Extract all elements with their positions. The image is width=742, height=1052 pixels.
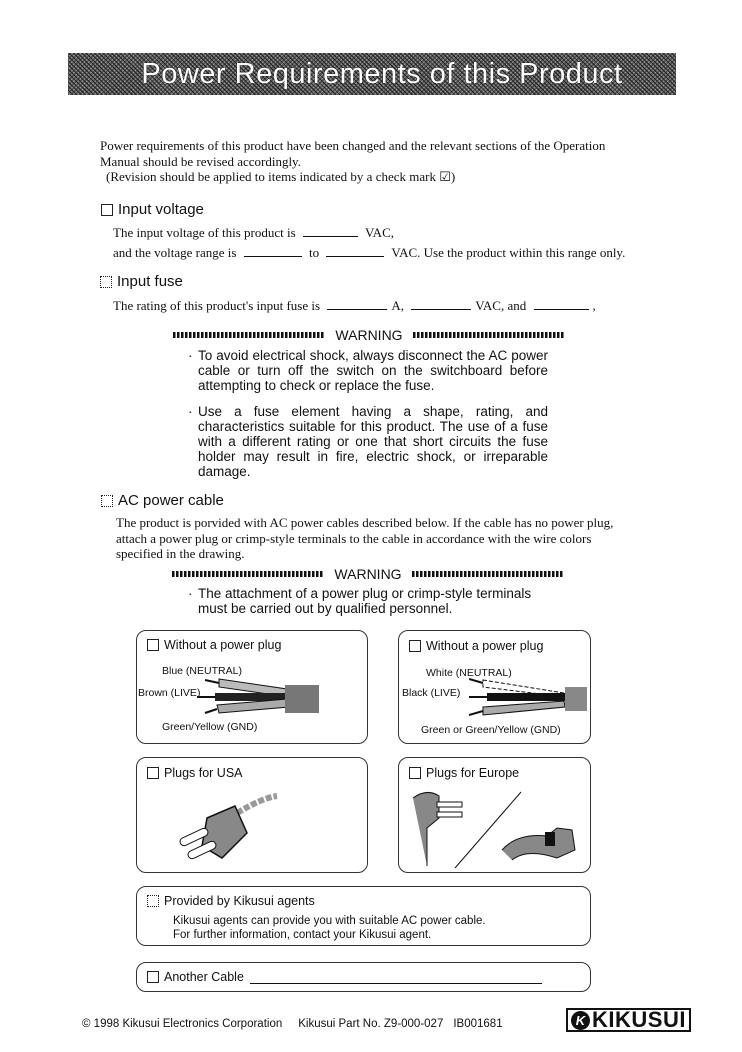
page-title: Power Requirements of this Product (141, 57, 623, 90)
input-fuse-heading: Input fuse (100, 273, 183, 290)
cable-wires-icon (197, 675, 322, 725)
without-plug-checkbox-1[interactable] (147, 639, 159, 651)
input-voltage-checkbox[interactable] (101, 204, 113, 216)
warning-label: WARNING (335, 327, 403, 343)
kikusui-logo: K KIKUSUI (566, 1008, 691, 1032)
wire-label-live: Brown (LIVE) (138, 687, 201, 699)
voltage-range-max-field[interactable] (326, 245, 384, 257)
hatch-divider (173, 332, 325, 338)
agents-checkbox[interactable] (147, 895, 159, 907)
without-plug-checkbox-2[interactable] (409, 640, 421, 652)
input-fuse-checkbox[interactable] (100, 276, 112, 288)
hatch-divider (412, 571, 564, 577)
option-provided-by-agents: Provided by Kikusui agents Kikusui agents can provide you with suitable AC power cable. For further information, contact your Kikusui agent. (136, 886, 591, 946)
hatch-divider (413, 332, 565, 338)
fuse-voltage-field[interactable] (411, 298, 471, 310)
intro-line-3: (Revision should be applied to items indicated by a check mark ☑) (106, 169, 456, 184)
check-mark-icon: ☑ (439, 169, 451, 184)
kikusui-logo-mark-icon: K (571, 1011, 590, 1030)
ac-power-cable-heading: AC power cable (101, 492, 224, 509)
usa-plug-icon (177, 788, 297, 868)
intro-line-1: Power requirements of this product have been changed and the relevant sections of the Operation (100, 138, 606, 153)
warning-label: WARNING (334, 566, 402, 582)
wire-label-neutral: White (NEUTRAL) (426, 667, 512, 679)
cable-wires-icon (469, 675, 589, 725)
wire-label-gnd: Green/Yellow (GND) (162, 721, 258, 733)
warning-bullet: · The attachment of a power plug or crimp-style terminals must be carried out by qualified personnel. (188, 586, 532, 616)
wire-label-gnd: Green or Green/Yellow (GND) (421, 724, 561, 736)
option-plugs-europe: Plugs for Europe (398, 757, 591, 873)
intro-text (100, 138, 660, 185)
agents-line-2: For further information, contact your Kikusui agent. (173, 929, 432, 941)
hatch-divider (172, 571, 324, 577)
ac-power-cable-checkbox[interactable] (101, 495, 113, 507)
copyright: © 1998 Kikusui Electronics Corporation (82, 1018, 283, 1030)
input-voltage-text: The input voltage of this product is VAC, and the voltage range is to VAC. Use the product within this range only. (113, 225, 626, 260)
another-cable-checkbox[interactable] (147, 971, 159, 983)
warning-header-cable (172, 566, 564, 582)
warning-header-fuse (173, 327, 565, 343)
intro-line-2: Manual should be revised accordingly. (100, 153, 301, 169)
input-voltage-field[interactable] (303, 225, 358, 237)
warning-bullet: · Use a fuse element having a shape, rating, and characteristics suitable for this product. The use of a fuse with a different rating or one that short circuits the fuse holder may result in fire, electric shock, or irreparable damage. (188, 404, 548, 479)
europe-plug-icon (407, 788, 587, 870)
plugs-europe-checkbox[interactable] (409, 767, 421, 779)
input-voltage-heading: Input voltage (101, 201, 204, 218)
agents-line-1: Kikusui agents can provide you with suitable AC power cable. (173, 915, 486, 927)
warning-bullet: · To avoid electrical shock, always disconnect the AC power cable or turn off the switch on the switchboard before attempting to check or replace the fuse. (188, 348, 548, 393)
voltage-range-min-field[interactable] (244, 245, 302, 257)
footer (82, 1018, 503, 1030)
option-another-cable: Another Cable (136, 962, 591, 992)
fuse-current-field[interactable] (327, 298, 387, 310)
option-without-plug-us-colors: Without a power plug White (NEUTRAL) Black (LIVE) Green or Green/Yellow (GND) (398, 630, 591, 744)
ac-power-cable-text: The product is porvided with AC power cables described below. If the cable has no power plug, attach a power plug or crimp-style terminals to the cable in accordance with the wire colors specified in the drawing. (116, 515, 614, 561)
wire-label-neutral: Blue (NEUTRAL) (162, 665, 242, 677)
plugs-usa-checkbox[interactable] (147, 767, 159, 779)
part-number: Kikusui Part No. Z9-000-027 (298, 1018, 444, 1030)
option-without-plug-europe-colors: Without a power plug Blue (NEUTRAL) Brown (LIVE) Green/Yellow (GND) (136, 630, 368, 744)
fuse-type-field[interactable] (534, 298, 589, 310)
option-plugs-usa: Plugs for USA (136, 757, 368, 873)
title-banner (68, 53, 676, 95)
document-id: IB001681 (453, 1018, 503, 1030)
input-fuse-text: The rating of this product's input fuse is A, VAC, and , (113, 298, 596, 313)
another-cable-field[interactable] (250, 983, 542, 984)
wire-label-live: Black (LIVE) (402, 687, 461, 699)
